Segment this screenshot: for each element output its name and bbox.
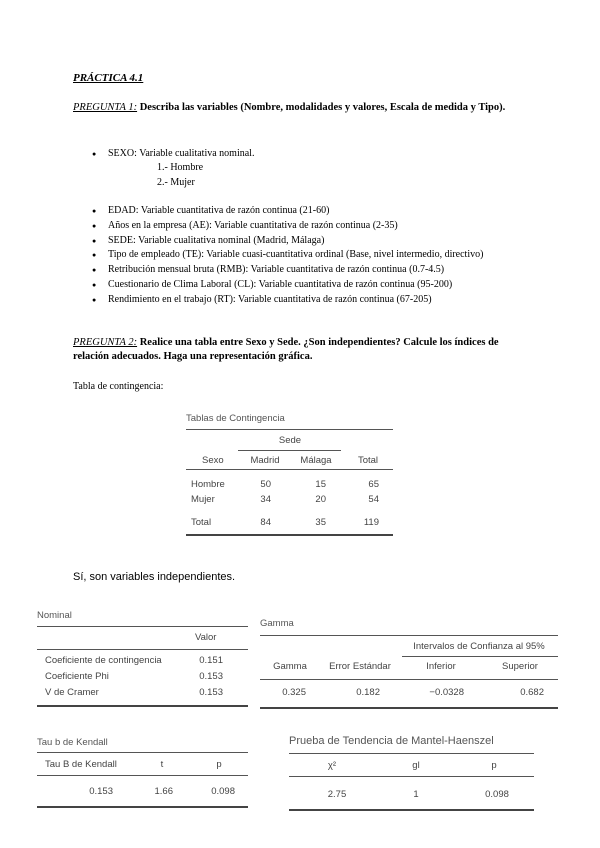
- col-header-chi: χ²: [327, 760, 337, 771]
- row-header: Sexo: [202, 455, 224, 466]
- col-header-inferior: Inferior: [426, 661, 456, 672]
- table-cell: 1: [413, 789, 419, 800]
- row-label: Mujer: [191, 494, 215, 505]
- table-cell: 0.151: [199, 655, 223, 666]
- row-label: Total: [191, 517, 212, 528]
- table-cell: 54: [368, 494, 379, 505]
- contingency-table: [186, 413, 396, 538]
- table-cell: 0.153: [199, 671, 223, 682]
- col-header-error: Error Estándar: [329, 661, 391, 672]
- table-caption: Nominal: [37, 610, 72, 621]
- col-header-gl: gl: [412, 760, 420, 771]
- question-2-label: PREGUNTA 2:: [73, 337, 138, 348]
- question-1-label: PREGUNTA 1:: [73, 102, 138, 113]
- table-caption: Tau b de Kendall: [37, 737, 108, 748]
- table-cell: 1.66: [154, 786, 173, 797]
- table-cell: 0.153: [89, 786, 113, 797]
- col-header-valor: Valor: [195, 632, 217, 643]
- col-header-t: t: [160, 759, 164, 770]
- table-cell: 84: [260, 517, 271, 528]
- col-header-malaga: Málaga: [300, 455, 332, 466]
- table-cell: 0.098: [485, 789, 509, 800]
- table-cell: 0.153: [199, 687, 223, 698]
- table-cell: 20: [315, 494, 326, 505]
- question-2-text: Realice una tabla entre Sexo y Sede. ¿Son independientes? Calcule los índices de relación adecuados. Haga una representación gráfica.: [73, 337, 499, 362]
- table-cell: 65: [368, 479, 379, 490]
- table-cell: 50: [260, 479, 271, 490]
- group-header: Sede: [278, 435, 302, 446]
- list-item-sexo: ● SEXO: Variable cualitativa nominal.: [108, 147, 548, 162]
- table-caption: Prueba de Tendencia de Mantel-Haenszel: [289, 735, 494, 747]
- col-header-superior: Superior: [502, 661, 538, 672]
- list-item: ● Rendimiento en el trabajo (RT): Variable cuantitativa de razón continua (67-205): [108, 293, 578, 308]
- row-label: Coeficiente Phi: [45, 671, 109, 682]
- table-cell: 34: [260, 494, 271, 505]
- question-1: [73, 101, 533, 115]
- col-header-madrid: Madrid: [250, 455, 280, 466]
- table-cell: 0.682: [520, 687, 544, 698]
- kendall-table: [37, 735, 252, 815]
- col-header-p: p: [491, 760, 497, 771]
- col-header-gamma: Gamma: [273, 661, 307, 672]
- contingency-label: Tabla de contingencia:: [73, 381, 164, 392]
- row-label: Hombre: [191, 479, 225, 490]
- variables-list: [108, 204, 578, 308]
- list-item: ● SEDE: Variable cualitativa nominal (Madrid, Málaga): [108, 234, 578, 249]
- list-item: ● EDAD: Variable cuantitativa de razón continua (21-60): [108, 204, 578, 219]
- gamma-table: [260, 615, 560, 710]
- sexo-option-2: 2.- Mujer: [157, 177, 195, 188]
- list-item: ● Retribución mensual bruta (RMB): Variable cuantitativa de razón continua (0.7-4.5): [108, 263, 578, 278]
- question-2: [73, 336, 533, 364]
- mantel-table: [289, 733, 539, 813]
- table-cell: 2.75: [327, 789, 347, 800]
- table-cell: 15: [315, 479, 326, 490]
- col-header-total: Total: [357, 455, 379, 466]
- ci-header: Intervalos de Confianza al 95%: [413, 641, 545, 652]
- list-item: ● Años en la empresa (AE): Variable cuantitativa de razón continua (2-35): [108, 219, 578, 234]
- list-item: ● Tipo de empleado (TE): Variable cuasi-cuantitativa ordinal (Base, nivel intermedio, directivo): [108, 248, 578, 263]
- page-title: PRÁCTICA 4.1: [73, 72, 144, 84]
- answer-text: Sí, son variables independientes.: [73, 571, 236, 583]
- table-cell: −0.0328: [429, 687, 464, 698]
- table-cell: 0.098: [211, 786, 235, 797]
- table-cell: 0.182: [356, 687, 380, 698]
- table-cell: 35: [315, 517, 326, 528]
- col-header-p: p: [216, 759, 222, 770]
- question-1-text: Describa las variables (Nombre, modalidades y valores, Escala de medida y Tipo).: [137, 102, 506, 113]
- row-label: Coeficiente de contingencia: [45, 655, 162, 666]
- table-caption: Tablas de Contingencia: [186, 413, 285, 424]
- table-caption: Gamma: [260, 618, 294, 629]
- sexo-option-1: 1.- Hombre: [157, 162, 204, 173]
- list-item: ● Cuestionario de Clima Laboral (CL): Variable cuantitativa de razón continua (95-200): [108, 278, 578, 293]
- sexo-list: [108, 147, 548, 162]
- table-cell: 119: [363, 517, 379, 528]
- col-header-tau: Tau B de Kendall: [45, 759, 117, 770]
- table-cell: 0.325: [282, 687, 306, 698]
- nominal-table: [37, 608, 252, 708]
- row-label: V de Cramer: [45, 687, 99, 698]
